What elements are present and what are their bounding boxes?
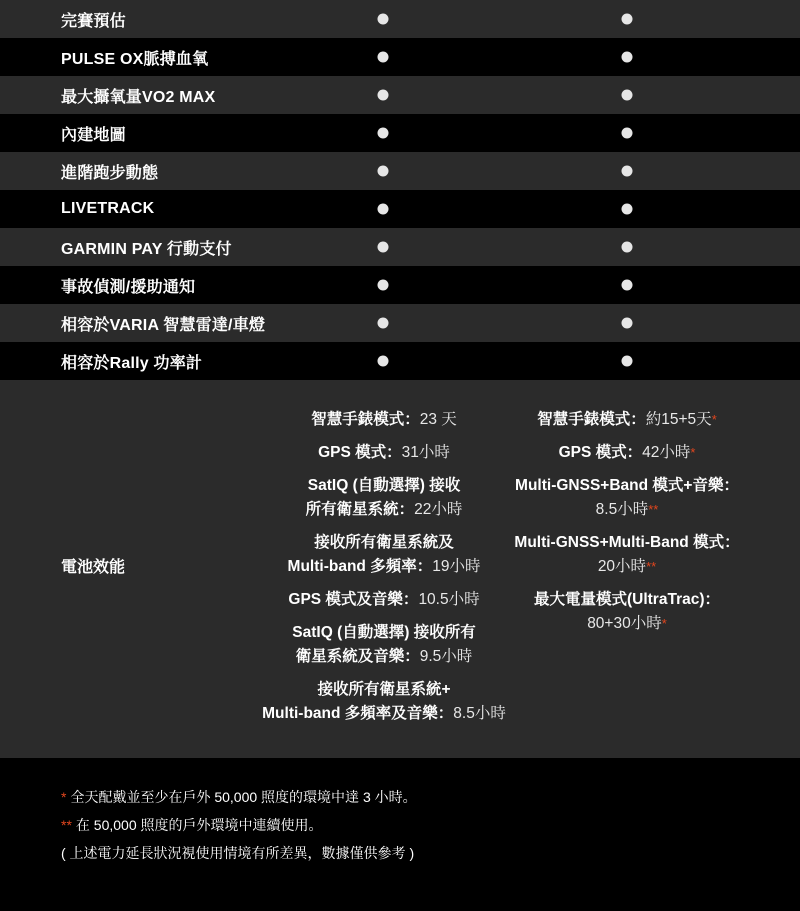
battery-mode-label: SatIQ (自動選擇) 接收所有 [292,624,476,641]
battery-entry [497,408,757,432]
battery-value: 31小時 [401,444,450,461]
battery-row [0,380,800,758]
feature-row [0,304,800,342]
battery-line [244,408,524,432]
battery-value: 19小時 [432,558,481,575]
feature-row [0,228,800,266]
feature-row [0,114,800,152]
footnote-text: 在 50,000 照度的戶外環境中連續使用。 [75,817,323,833]
supported-dot-icon [378,14,389,25]
supported-dot-icon [378,318,389,329]
battery-entry [497,531,757,579]
battery-line [497,441,757,465]
feature-row [0,342,800,380]
battery-value: 9.5小時 [419,648,473,665]
battery-mode-label: 衛星系統及音樂： [295,648,420,665]
feature-label: LIVETRACK [61,200,155,217]
battery-mode-label: GPS 模式及音樂： [288,591,419,608]
footnote-asterisk: * [661,616,667,631]
supported-dot-icon [622,52,633,63]
battery-line [244,702,524,726]
battery-mode-label: GPS 模式： [318,444,402,461]
footnote-asterisk: ** [646,559,657,574]
supported-dot-icon [622,90,633,101]
feature-label: GARMIN PAY 行動支付 [61,240,232,258]
footnote-line [61,839,417,867]
feature-row [0,76,800,114]
battery-line [244,588,524,612]
battery-line [244,645,524,669]
feature-label: 內建地圖 [61,126,126,144]
battery-value: 10.5小時 [418,591,480,608]
supported-dot-icon [622,128,633,139]
battery-mode-label: 最大電量模式(UltraTrac)： [533,591,721,608]
battery-mode-label: 智慧手錶模式： [311,411,420,428]
battery-line [244,555,524,579]
battery-line [497,612,757,636]
feature-row [0,190,800,228]
supported-dot-icon [378,52,389,63]
footnote-asterisk: ** [61,817,72,833]
feature-label: 事故偵測/援助通知 [61,278,196,296]
feature-label: 最大攝氧量VO2 MAX [61,88,216,106]
feature-label: PULSE OX脈搏血氧 [61,50,209,68]
battery-value: 22小時 [414,501,463,518]
battery-line [244,441,524,465]
supported-dot-icon [622,166,633,177]
footnote-text: ( 上述電力延長狀況視使用情境有所差異，數據僅供參考 ) [61,845,415,861]
feature-row [0,0,800,38]
battery-label: 電池效能 [61,559,126,576]
battery-column-1 [244,408,524,735]
feature-row [0,38,800,76]
supported-dot-icon [622,204,633,215]
battery-entry [244,408,524,432]
supported-dot-icon [378,90,389,101]
battery-column-2 [497,408,757,645]
battery-line [497,474,757,498]
supported-dot-icon [622,280,633,291]
battery-mode-label: 接收所有衛星系統+ [317,681,451,698]
battery-value: 8.5小時 [595,501,649,518]
battery-mode-label: Multi-GNSS+Multi-Band 模式： [514,534,740,551]
supported-dot-icon [378,204,389,215]
supported-dot-icon [378,166,389,177]
battery-entry [497,474,757,522]
battery-value: 約15+5天 [645,411,712,428]
feature-label: 完賽預估 [61,12,126,30]
footnote-asterisk: * [711,412,717,427]
supported-dot-icon [378,242,389,253]
battery-mode-label: SatIQ (自動選擇) 接收 [307,477,461,494]
feature-label: 相容於VARIA 智慧雷達/車燈 [61,316,266,334]
feature-row [0,266,800,304]
battery-line [244,474,524,498]
battery-entry [497,441,757,465]
battery-value: 20小時 [597,558,647,575]
battery-value: 8.5小時 [453,705,506,722]
battery-entry [244,474,524,522]
footnote-line [61,811,417,839]
footnotes [61,783,417,867]
battery-entry [497,588,757,636]
footnote-asterisk: ** [648,502,659,517]
footnote-text: 全天配戴並至少在戶外 50,000 照度的環境中達 3 小時。 [70,789,417,805]
feature-rows [0,0,800,380]
battery-mode-label: 所有衛星系統： [305,501,415,518]
battery-line [244,531,524,555]
battery-mode-label: 接收所有衛星系統及 [314,534,454,551]
battery-entry [244,678,524,726]
battery-line [497,555,757,579]
supported-dot-icon [622,318,633,329]
supported-dot-icon [378,128,389,139]
battery-value: 42小時 [642,444,691,461]
battery-entry [244,531,524,579]
battery-mode-label: Multi-band 多頻率及音樂： [262,705,454,722]
battery-mode-label: GPS 模式： [558,444,643,461]
supported-dot-icon [378,356,389,367]
supported-dot-icon [622,242,633,253]
supported-dot-icon [378,280,389,291]
battery-entry [244,441,524,465]
battery-line [497,531,757,555]
supported-dot-icon [622,356,633,367]
battery-line [244,498,524,522]
feature-label: 相容於Rally 功率計 [61,354,203,372]
battery-line [497,588,757,612]
battery-entry [244,621,524,669]
battery-mode-label: Multi-band 多頻率： [287,558,433,575]
footnote-line [61,783,417,811]
battery-mode-label: Multi-GNSS+Band 模式+音樂： [515,477,739,494]
supported-dot-icon [622,14,633,25]
footnote-asterisk: * [690,445,696,460]
battery-entry [244,588,524,612]
footnote-asterisk: * [61,789,67,805]
battery-value: 80+30小時 [587,615,662,632]
battery-line [244,621,524,645]
battery-value: 23 天 [419,411,457,428]
battery-line [497,498,757,522]
feature-label: 進階跑步動態 [61,164,159,182]
battery-mode-label: 智慧手錶模式： [537,411,646,428]
feature-row [0,152,800,190]
battery-line [244,678,524,702]
battery-line [497,408,757,432]
